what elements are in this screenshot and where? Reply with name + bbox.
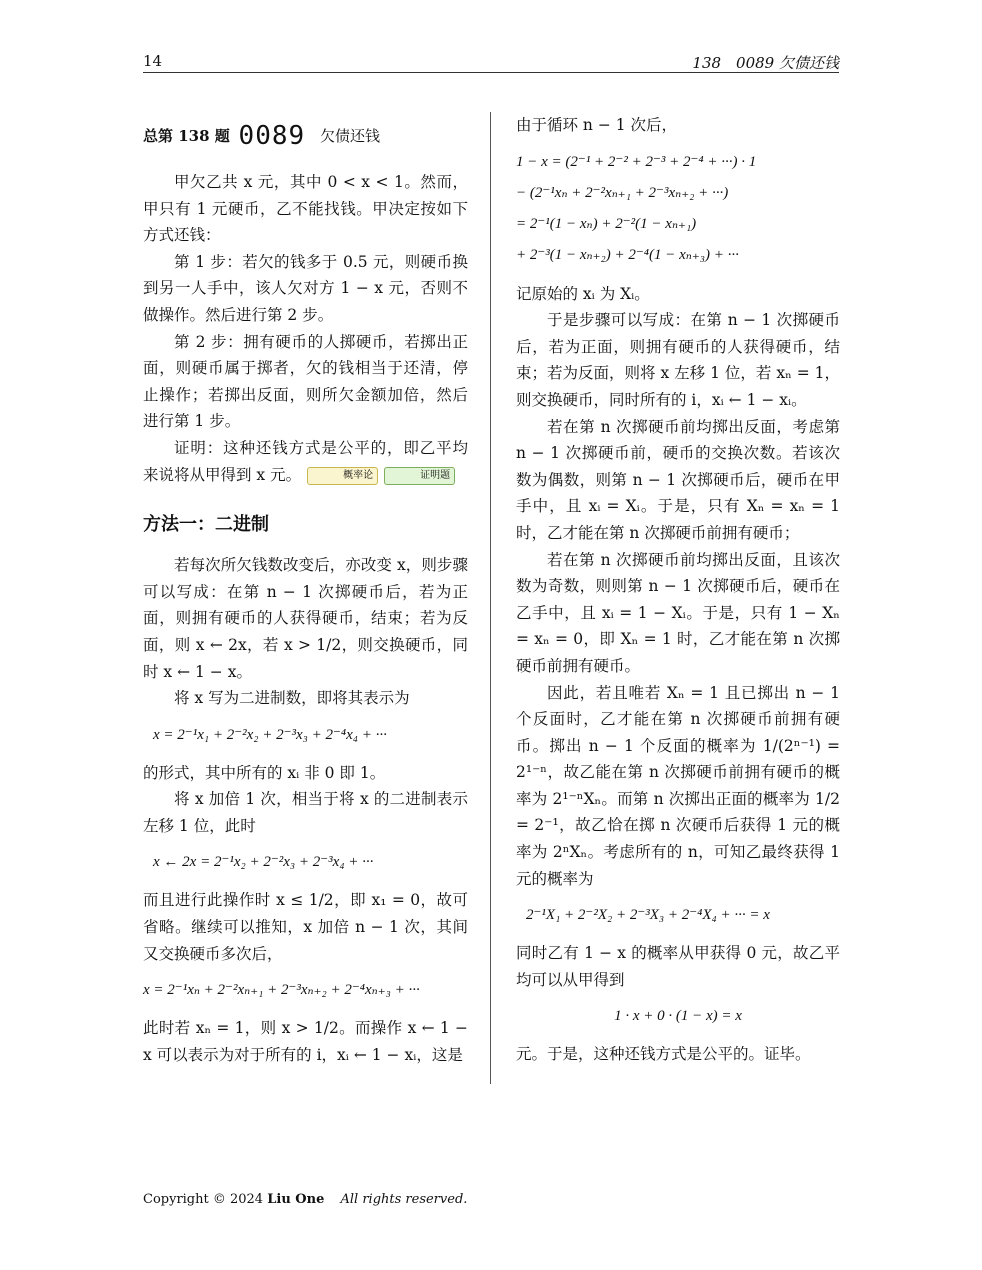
proof-paragraph: 记原始的 xᵢ 为 Xᵢ。 bbox=[516, 284, 650, 303]
rights: All rights reserved. bbox=[340, 1192, 468, 1207]
proof-paragraph: 同时乙有 1 − x 的概率从甲获得 0 元，故乙平均可以从甲得到 bbox=[516, 944, 840, 989]
equation: 1 · x + 0 · (1 − x) = x bbox=[614, 1008, 742, 1025]
right-column bbox=[516, 112, 840, 1068]
copyright: Copyright © 2024 bbox=[143, 1192, 264, 1207]
step-1: 第 1 步：若欠的钱多于 0.5 元，则硬币换到另一人手中，该人欠对方 1 − x 元，否则不做操作。然后进行第 2 步。 bbox=[143, 252, 468, 324]
problem-code: 0089 bbox=[238, 121, 306, 151]
page-header bbox=[143, 50, 839, 73]
claim bbox=[143, 435, 468, 488]
proof-paragraph: 若在第 n 次掷硬币前均掷出反面，且该次数为奇数，则则第 n − 1 次掷硬币后，硬币在乙手中，且 xᵢ = 1 − Xᵢ。于是，只有 1 − Xₙ = xₙ = 0，即 Xₙ = 1 时，乙才能在第 n 次掷硬币前拥有硬币。 bbox=[516, 550, 840, 675]
method-paragraph: 若每次所欠钱数改变后，亦改变 x，则步骤可以写成：在第 n − 1 次掷硬币后，若为正面，则拥有硬币的人获得硬币，结束；若为反面，则 x ← 2x，若 x > 1/2，则交换硬币，同时 x ← 1 − x。 bbox=[143, 556, 468, 681]
page-number: 14 bbox=[143, 52, 163, 70]
method-paragraph: 将 x 写为二进制数，即将其表示为 bbox=[174, 689, 410, 708]
equation-line: = 2⁻¹(1 − xₙ) + 2⁻²(1 − xₙ₊₁) bbox=[516, 215, 697, 232]
equation-line: 1 − x = (2⁻¹ + 2⁻² + 2⁻³ + 2⁻⁴ + ···) · 1 bbox=[516, 153, 757, 170]
method-paragraph: 将 x 加倍 1 次，相当于将 x 的二进制表示左移 1 位，此时 bbox=[143, 790, 468, 835]
left-column bbox=[143, 112, 468, 1068]
running-title: 138 0089 欠债还钱 bbox=[692, 54, 839, 72]
method-paragraph: 的形式，其中所有的 xᵢ 非 0 即 1。 bbox=[143, 763, 386, 782]
equation: x ← 2x = 2⁻¹x₂ + 2⁻²x₃ + 2⁻³x₄ + ··· bbox=[153, 854, 374, 871]
equation: x = 2⁻¹xₙ + 2⁻²xₙ₊₁ + 2⁻³xₙ₊₂ + 2⁻⁴xₙ₊₃ + ··· bbox=[143, 982, 420, 999]
equation-block bbox=[516, 147, 840, 271]
step-2: 第 2 步：拥有硬币的人掷硬币，若掷出正面，则硬币属于掷者，欠的钱相当于还清，停止操作；若掷出反面，则所欠金额加倍，然后进行第 1 步。 bbox=[143, 332, 468, 431]
problem-name: 欠债还钱 bbox=[319, 127, 380, 145]
equation: 2⁻¹X₁ + 2⁻²X₂ + 2⁻³X₃ + 2⁻⁴X₄ + ··· = x bbox=[526, 907, 770, 924]
claim-text: 证明：这种还钱方式是公平的，即乙平均来说将从甲得到 x 元。 bbox=[143, 438, 468, 484]
method-paragraph: 而且进行此操作时 x ≤ 1/2，即 x₁ = 0，故可省略。继续可以推知，x 加倍 n − 1 次，其间又交换硬币多次后， bbox=[143, 891, 468, 963]
method-paragraph: 此时若 xₙ = 1，则 x > 1/2。而操作 x ← 1 − x 可以表示为对于所有的 i，xᵢ ← 1 − xᵢ，这是 bbox=[143, 1019, 468, 1064]
footer bbox=[143, 1192, 467, 1207]
problem-number: 总第 138 题 bbox=[143, 127, 230, 145]
author: Liu One bbox=[267, 1192, 325, 1207]
column-divider bbox=[490, 112, 491, 1084]
tag-probability[interactable]: 概率论 bbox=[307, 467, 378, 485]
problem-title bbox=[143, 118, 468, 151]
equation: x = 2⁻¹x₁ + 2⁻²x₂ + 2⁻³x₃ + 2⁻⁴x₄ + ··· bbox=[153, 726, 387, 743]
method-heading: 方法一：二进制 bbox=[143, 514, 269, 536]
proof-paragraph: 若在第 n 次掷硬币前均掷出反面，考虑第 n − 1 次掷硬币前，硬币的交换次数。若该次数为偶数，则第 n − 1 次掷硬币后，硬币在甲手中，且 xᵢ = Xᵢ。于是，只有 Xₙ = xₙ = 1 时，乙才能在第 n 次掷硬币前拥有硬币； bbox=[516, 417, 840, 542]
proof-paragraph: 因此，若且唯若 Xₙ = 1 且已掷出 n − 1 个反面时，乙才能在第 n 次掷硬币前拥有硬币。掷出 n − 1 个反面的概率为 1/(2ⁿ⁻¹) = 2¹⁻ⁿ，故乙能在第 n 次掷硬币前拥有硬币的概率为 2¹⁻ⁿXₙ。而第 n 次掷出正面的概率为 1/2 = 2⁻¹，故乙恰在掷 n 次硬币后获得 1 元的概率为 2ⁿXₙ。考虑所有的 n，可知乙最终获得 1 元的概率为 bbox=[516, 683, 840, 888]
problem-statement: 甲欠乙共 x 元，其中 0 < x < 1。然而，甲只有 1 元硬币，乙不能找钱。甲决定按如下方式还钱： bbox=[143, 173, 468, 245]
equation-line: + 2⁻³(1 − xₙ₊₂) + 2⁻⁴(1 − xₙ₊₃) + ··· bbox=[516, 246, 739, 263]
equation-line: − (2⁻¹xₙ + 2⁻²xₙ₊₁ + 2⁻³xₙ₊₂ + ···) bbox=[516, 184, 729, 201]
tag-proof[interactable]: 证明题 bbox=[384, 467, 455, 485]
proof-paragraph: 由于循环 n − 1 次后， bbox=[516, 116, 678, 134]
proof-paragraph: 元。于是，这种还钱方式是公平的。证毕。 bbox=[516, 1045, 811, 1064]
proof-paragraph: 于是步骤可以写成：在第 n − 1 次掷硬币后，若为正面，则拥有硬币的人获得硬币，结束；若为反面，则将 x 左移 1 位，若 xₙ = 1，则交换硬币，同时所有的 i，xᵢ ← 1 − xᵢ。 bbox=[516, 311, 840, 409]
